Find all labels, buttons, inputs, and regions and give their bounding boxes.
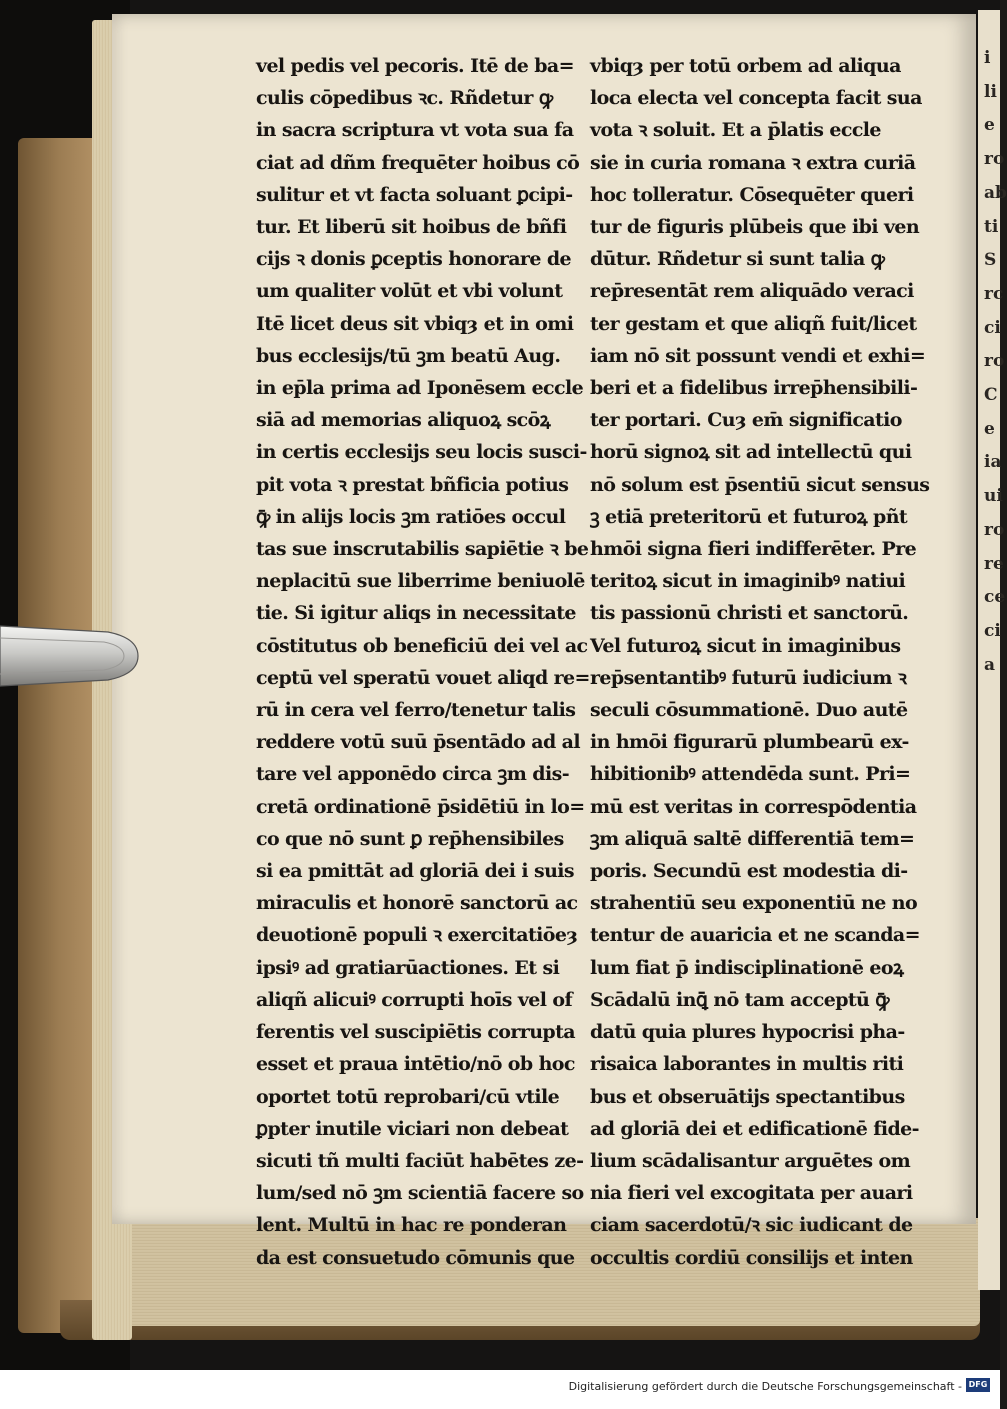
text-line: beri et a fidelibus irrep̄hensibili-: [590, 377, 918, 400]
text-line: miraculis et honorē sanctorū ac: [256, 892, 578, 915]
text-line: lent. Multū in hac re ponderan: [256, 1214, 567, 1237]
text-line: ceptū vel speratū vouet aliqd re=: [256, 666, 590, 689]
text-line: rep̄resentāt rem aliquādo veraci: [590, 280, 914, 303]
text-line: Vel futuroꝝ sicut in imaginibus: [590, 634, 901, 657]
adjacent-page-fragment: ia: [984, 452, 1002, 473]
text-line: tentur de auaricia et ne scanda=: [590, 924, 920, 947]
text-line: ferentis vel suscipiētis corrupta: [256, 1021, 575, 1044]
adjacent-page-fragment: re: [984, 553, 1004, 574]
text-line: bus et obseruātijs spectantibus: [590, 1085, 905, 1108]
adjacent-page-fragment: C: [984, 385, 998, 406]
adjacent-page-fragment: e: [984, 418, 995, 439]
adjacent-page-fragment: ro: [984, 149, 1005, 170]
text-line: nia fieri vel excogitata per auari: [590, 1182, 913, 1205]
text-line: ꝫm aliquā saltē differentiā tem=: [590, 827, 915, 850]
text-line: ciat ad dñm frequēter hoibus cō: [256, 151, 580, 174]
text-line: teritoꝝ sicut in imaginibꝰ natiui: [590, 570, 906, 593]
adjacent-page-fragment: rc: [984, 283, 1004, 304]
text-line: si ea pmittāt ad gloriā dei i suis: [256, 860, 575, 883]
text-line: seculi cōsummationē. Duo autē: [590, 699, 908, 722]
text-line: lum/sed nō ꝫm scientiā facere so: [256, 1182, 584, 1205]
text-line: in ep̄la prima ad Iponēsem eccle: [256, 377, 584, 400]
text-line: vbiqȝ per totū orbem ad aliqua: [590, 55, 901, 77]
text-line: aliqñ alicuiꝰ corrupti hoīs vel of: [256, 988, 573, 1011]
text-line: ter gestam et que aliqñ fuit/licet: [590, 312, 917, 335]
text-line: lium scādalisantur arguētes om: [590, 1149, 911, 1172]
adjacent-page-fragment: S: [984, 250, 997, 271]
text-line: bus ecclesijs/tū ꝫm beatū Aug.: [256, 344, 561, 367]
text-line: nō solum est p̄sentiū sicut sensus: [590, 473, 930, 496]
adjacent-page-fragment: i: [984, 48, 991, 68]
text-line: tis passionū christi et sanctorū.: [590, 602, 909, 625]
text-line: tare vel apponēdo circa ꝫm dis-: [256, 763, 569, 786]
text-line: hoc tolleratur. Cōsequēter queri: [590, 183, 914, 206]
text-line: cretā ordinationē p̄sidētiū in lo=: [256, 795, 585, 818]
text-line: in certis ecclesijs seu locis susci-: [256, 441, 587, 464]
text-line: occultis cordiū consilijs et inten: [590, 1246, 913, 1269]
text-line: dūtur. Rñdetur si sunt talia ꝙ: [590, 248, 885, 271]
footer-credit: Digitalisierung gefördert durch die Deutsche Forschungsgemeinschaft -: [568, 1380, 962, 1393]
text-line: esset et praua intētio/nō ob hoc: [256, 1053, 575, 1076]
text-line: sie in curia romana ꝛ extra curiā: [590, 151, 916, 174]
text-line: vel pedis vel pecoris. Itē de ba=: [256, 55, 574, 77]
text-line: poris. Secundū est modestia di-: [590, 860, 908, 883]
text-line: lum fiat p̄ indisciplinationē eoꝝ: [590, 956, 904, 979]
text-line: Scādalū inꝗ̄ nō tam acceptū ꝙ̄: [590, 988, 889, 1011]
text-line: ꝫ etiā preteritorū et futuroꝝ pñt: [590, 505, 908, 528]
text-line: tie. Si igitur aliqs in necessitate: [256, 602, 576, 625]
text-line: ꝙ̄ in alijs locis ꝫm ratiōes occul: [256, 505, 566, 528]
text-line: deuotionē populi ꝛ exercitatiōeȝ: [256, 924, 578, 947]
text-line: tas sue inscrutabilis sapiētie ꝛ be: [256, 538, 589, 561]
text-line: loca electa vel concepta facit sua: [590, 87, 922, 110]
text-line: culis cōpedibus ꝛc. Rñdetur ꝙ: [256, 87, 553, 110]
text-line: sicuti tñ multi faciūt habētes ze-: [256, 1149, 584, 1172]
text-line: ciam sacerdotū/ꝛ sic iudicant de: [590, 1214, 913, 1237]
adjacent-page-fragment: li: [984, 81, 997, 102]
text-line: ter portari. Cuȝ em̄ significatio: [590, 409, 902, 432]
text-line: tur de figuris plūbeis que ibi ven: [590, 216, 920, 239]
footer-bar: [0, 1370, 1000, 1409]
text-line: in hmōi figurarū plumbearū ex-: [590, 731, 909, 754]
adjacent-page-fragment: ci: [984, 317, 1001, 338]
text-line: um qualiter volūt et vbi volunt: [256, 280, 563, 303]
adjacent-page-fragment: ti: [984, 216, 999, 237]
text-line: oportet totū reprobari/cū vtile: [256, 1085, 560, 1108]
adjacent-page-fragment: e: [984, 115, 995, 136]
text-line: rū in cera vel ferro/tenetur talis: [256, 699, 576, 722]
text-line: neplacitū sue liberrime beniuolē: [256, 570, 585, 593]
text-line: co que nō sunt ꝑ rep̄hensibiles: [256, 827, 564, 850]
text-line: horū signoꝝ sit ad intellectū qui: [590, 441, 912, 464]
text-line: cijs ꝛ donis ꝑceptis honorare de: [256, 248, 572, 271]
dfg-logo: DFG: [966, 1378, 990, 1392]
text-line: datū quia plures hypocrisi pha-: [590, 1021, 905, 1044]
text-line: tur. Et liberū sit hoibus de bñfi: [256, 216, 567, 239]
text-line: strahentiū seu exponentiū ne no: [590, 892, 918, 915]
text-line: hmōi signa fieri indifferēter. Pre: [590, 538, 917, 561]
text-line: sulitur et vt facta soluant ꝑcipi-: [256, 183, 573, 206]
text-line: siā ad memorias aliquoꝝ scōꝝ: [256, 409, 551, 432]
adjacent-page-fragment: ro: [984, 519, 1005, 540]
text-line: rep̄sentantibꝰ futurū iudicium ꝛ: [590, 666, 907, 689]
adjacent-page-fragment: ce: [984, 587, 1006, 608]
text-line: ad gloriā dei et edificationē fide-: [590, 1117, 919, 1140]
adjacent-page-fragment: ci: [984, 620, 1001, 641]
text-line: vota ꝛ soluit. Et a p̄latis eccle: [590, 119, 881, 142]
bookmark-clip-icon: [0, 618, 140, 690]
left-text-column: [256, 50, 590, 1274]
text-line: ꝑpter inutile viciari non debeat: [256, 1117, 569, 1140]
text-line: risaica laborantes in multis riti: [590, 1053, 904, 1076]
text-line: iam nō sit possunt vendi et exhi=: [590, 344, 926, 367]
text-line: reddere votū suū p̄sentādo ad al: [256, 731, 581, 754]
adjacent-page-fragment: ab: [984, 182, 1007, 203]
adjacent-page-fragment: ro: [984, 351, 1005, 372]
text-line: cōstitutus ob beneficiū dei vel ac: [256, 634, 588, 657]
text-line: da est consuetudo cōmunis que: [256, 1246, 575, 1269]
text-line: ipsiꝰ ad gratiarūactiones. Et si: [256, 956, 560, 979]
adjacent-page-text: [978, 10, 1007, 682]
adjacent-page: [978, 10, 1007, 1290]
text-line: mū est veritas in correspōdentia: [590, 795, 917, 818]
adjacent-page-fragment: ui: [984, 486, 1003, 507]
adjacent-page-fragment: a: [984, 654, 996, 675]
right-text-column: [590, 50, 930, 1274]
text-line: Itē licet deus sit vbiqȝ et in omi: [256, 312, 574, 335]
text-line: in sacra scriptura vt vota sua fa: [256, 119, 574, 142]
text-line: pit vota ꝛ prestat bñficia potius: [256, 473, 569, 496]
text-line: hibitionibꝰ attendēda sunt. Pri=: [590, 763, 911, 786]
